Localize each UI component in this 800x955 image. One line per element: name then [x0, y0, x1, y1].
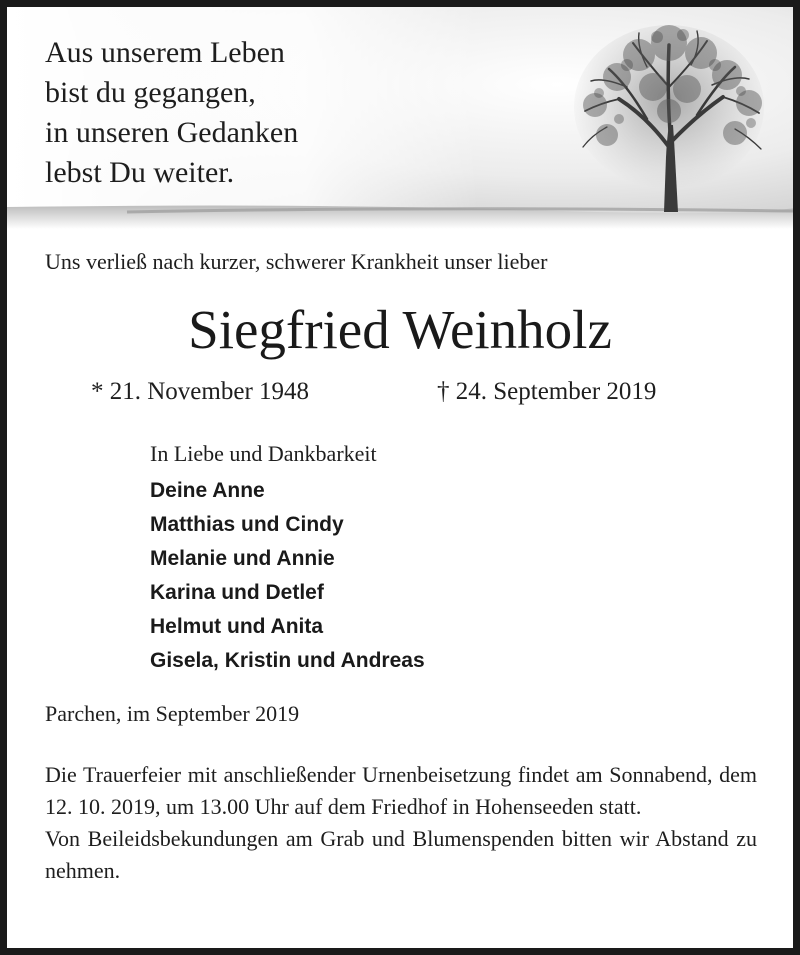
family-member: Gisela, Kristin und Andreas — [150, 649, 425, 672]
poem — [45, 33, 298, 193]
deceased-name: Siegfried Weinholz — [188, 299, 612, 360]
poem-line: bist du gegangen, — [45, 76, 256, 109]
family-member: Helmut und Anita — [150, 615, 324, 638]
family-member: Matthias und Cindy — [150, 513, 344, 536]
family-member: Karina und Detlef — [150, 581, 324, 604]
condolence-request: Von Beileidsbekundungen am Grab und Blumenspenden bitten wir Abstand zu nehmen. — [45, 826, 757, 883]
header-image — [7, 7, 793, 229]
thanks-line: In Liebe und Dankbarkeit — [150, 441, 377, 466]
place-date: Parchen, im September 2019 — [45, 701, 300, 726]
birth-date: * 21. November 1948 — [91, 378, 310, 405]
intro-text: Uns verließ nach kurzer, schwerer Krankheit unser lieber — [45, 249, 548, 274]
family-member: Deine Anne — [150, 479, 265, 502]
family-list — [150, 474, 425, 678]
poem-line: lebst Du weiter. — [45, 156, 235, 189]
death-date: † 24. September 2019 — [437, 378, 657, 405]
funeral-notice — [45, 759, 757, 887]
funeral-details: Die Trauerfeier mit anschließender Urnenbeisetzung findet am Sonnabend, dem 12. 10. 2019, um 13.00 Uhr auf dem Friedhof in Hohenseeden statt. — [45, 762, 757, 819]
family-member: Melanie und Annie — [150, 547, 335, 570]
poem-line: Aus unserem Leben — [45, 36, 285, 69]
poem-line: in unseren Gedanken — [45, 116, 299, 149]
